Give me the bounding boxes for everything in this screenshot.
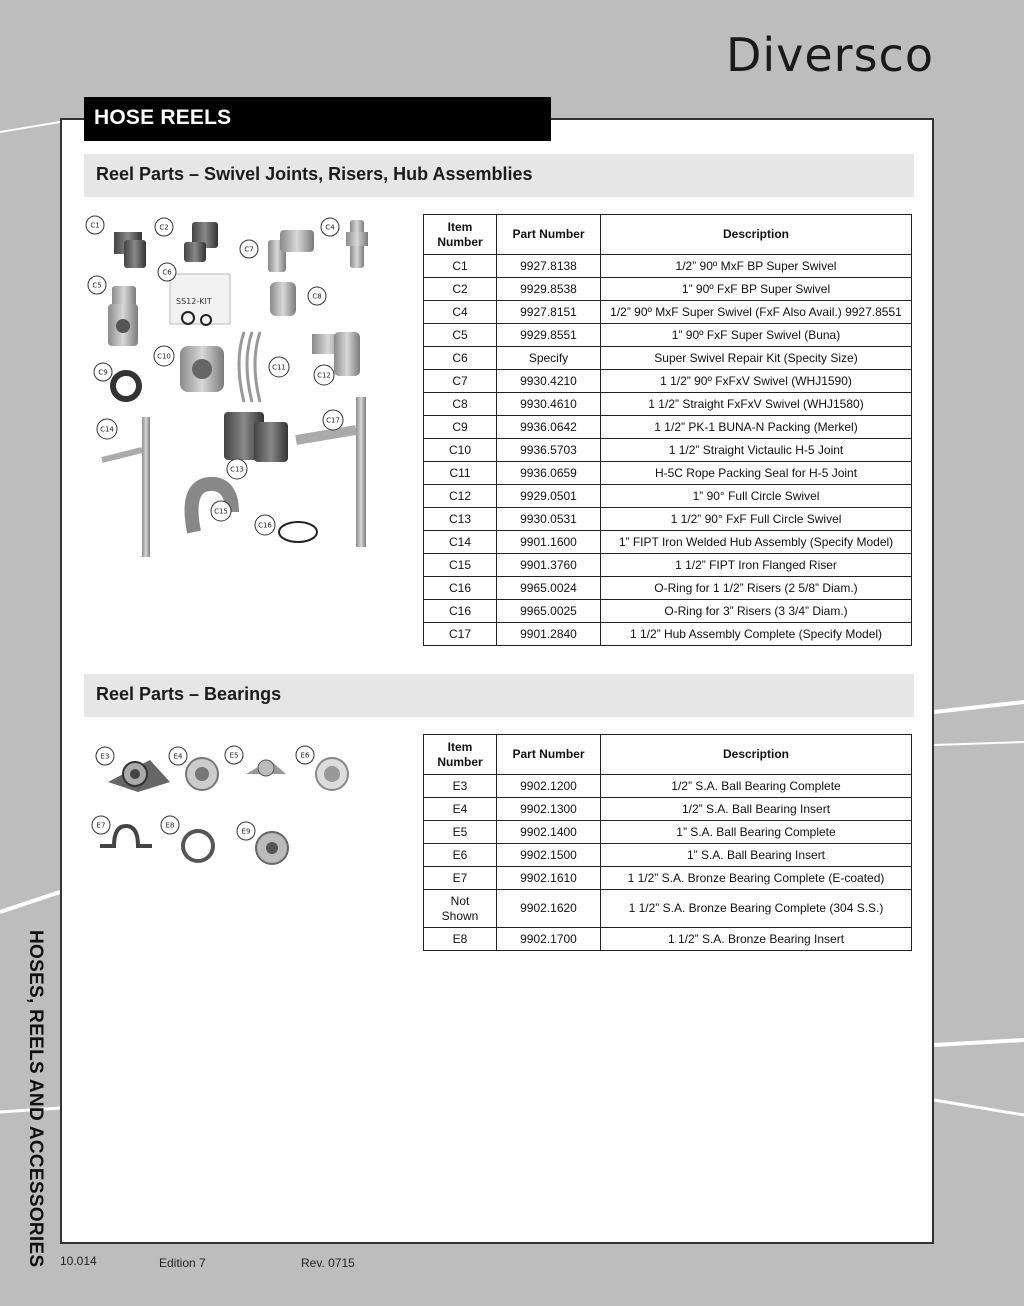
svg-text:C4: C4 (325, 223, 335, 232)
callout-e9 (237, 822, 255, 840)
cell-item-number: C16 (424, 600, 497, 623)
svg-text:E9: E9 (241, 827, 251, 836)
table-row (424, 821, 912, 844)
table-header-row (424, 735, 912, 775)
table-row (424, 439, 912, 462)
callout-c10 (154, 346, 174, 366)
callout-c2 (155, 218, 173, 236)
svg-text:C11: C11 (272, 363, 286, 372)
callout-c6 (158, 263, 176, 281)
callout-e3 (96, 747, 114, 765)
cell-part-number: 9929.8538 (497, 278, 601, 301)
part-c6-repair-kit (170, 274, 230, 325)
bearing-parts-illustration (90, 742, 360, 872)
cell-description: O-Ring for 1 1/2” Risers (2 5/8” Diam.) (601, 577, 912, 600)
svg-text:C13: C13 (230, 465, 244, 474)
table-row (424, 255, 912, 278)
part-c2-swivel (184, 222, 218, 262)
svg-text:C2: C2 (159, 223, 169, 232)
cell-part-number: 9901.2840 (497, 623, 601, 646)
svg-text:E8: E8 (165, 821, 175, 830)
table-row (424, 623, 912, 646)
part-c10-joint (180, 346, 224, 392)
cell-part-number: 9965.0025 (497, 600, 601, 623)
cell-description: 1/2” 90º MxF Super Swivel (FxF Also Avail.) 9927.8551 (601, 301, 912, 324)
cell-description: 1” S.A. Ball Bearing Complete (601, 821, 912, 844)
svg-text:C16: C16 (258, 521, 272, 530)
footer-page-number: 10.014 (60, 1254, 97, 1268)
cell-part-number: 9902.1700 (497, 928, 601, 951)
swivel-parts-illustration (84, 212, 414, 562)
bearings-parts-table (423, 734, 912, 951)
header-part-number: Part Number (497, 215, 601, 255)
cell-item-number: C6 (424, 347, 497, 370)
footer-revision: Rev. 0715 (301, 1256, 355, 1270)
cell-item-number: C10 (424, 439, 497, 462)
cell-part-number: 9901.3760 (497, 554, 601, 577)
cell-item-number: C8 (424, 393, 497, 416)
cell-item-number: E6 (424, 844, 497, 867)
table-row (424, 347, 912, 370)
cell-description: 1” 90º FxF Super Swivel (Buna) (601, 324, 912, 347)
swivel-heading: Reel Parts – Swivel Joints, Risers, Hub Assemblies (84, 154, 914, 197)
cell-description: 1 1/2” S.A. Bronze Bearing Insert (601, 928, 912, 951)
svg-text:C17: C17 (326, 416, 340, 425)
table-row (424, 531, 912, 554)
part-e3-bearing (108, 760, 170, 792)
cell-item-number: C2 (424, 278, 497, 301)
callout-c1 (86, 216, 104, 234)
brand-logo: Diversco (725, 28, 934, 82)
part-c13-swivel (224, 412, 288, 462)
cell-description: 1 1/2” S.A. Bronze Bearing Complete (E-coated) (601, 867, 912, 890)
header-item-number: Item Number (424, 735, 497, 775)
callout-c5 (88, 276, 106, 294)
part-c7-swivel (268, 230, 314, 272)
cell-item-number: C7 (424, 370, 497, 393)
callout-c16 (255, 515, 275, 535)
part-e6-insert (316, 758, 348, 790)
svg-text:E5: E5 (229, 751, 239, 760)
table-row (424, 775, 912, 798)
cell-part-number: 9936.0659 (497, 462, 601, 485)
cell-item-number: C17 (424, 623, 497, 646)
table-row (424, 485, 912, 508)
callout-c4 (321, 218, 339, 236)
svg-text:E6: E6 (300, 751, 310, 760)
cell-description: 1/2” S.A. Ball Bearing Insert (601, 798, 912, 821)
svg-text:E7: E7 (96, 821, 106, 830)
svg-text:C9: C9 (98, 368, 108, 377)
cell-description: 1” 90º FxF BP Super Swivel (601, 278, 912, 301)
cell-part-number: 9902.1300 (497, 798, 601, 821)
cell-part-number: 9902.1200 (497, 775, 601, 798)
part-e4-insert (186, 758, 218, 790)
cell-part-number: Specify (497, 347, 601, 370)
header-item-number: Item Number (424, 215, 497, 255)
table-row (424, 554, 912, 577)
part-e9-bearing (256, 832, 288, 864)
callout-c9 (94, 363, 112, 381)
bearings-heading: Reel Parts – Bearings (84, 674, 914, 717)
cell-part-number: 9929.0501 (497, 485, 601, 508)
cell-part-number: 9901.1600 (497, 531, 601, 554)
cell-description: 1 1/2” FIPT Iron Flanged Riser (601, 554, 912, 577)
cell-description: 1 1/2” Straight Victaulic H-5 Joint (601, 439, 912, 462)
cell-part-number: 9902.1500 (497, 844, 601, 867)
svg-text:E3: E3 (100, 752, 110, 761)
section-tab: HOSE REELS (84, 97, 551, 141)
callout-e8 (161, 816, 179, 834)
svg-text:C8: C8 (312, 292, 322, 301)
cell-part-number: 9930.4610 (497, 393, 601, 416)
cell-part-number: 9936.5703 (497, 439, 601, 462)
part-e8-insert (183, 831, 213, 861)
table-row (424, 600, 912, 623)
table-row (424, 508, 912, 531)
cell-item-number: Not Shown (424, 890, 497, 928)
cell-description: H-5C Rope Packing Seal for H-5 Joint (601, 462, 912, 485)
table-row (424, 462, 912, 485)
callout-c14 (97, 419, 117, 439)
table-row (424, 844, 912, 867)
svg-text:E4: E4 (173, 752, 183, 761)
cell-item-number: C4 (424, 301, 497, 324)
table-row (424, 867, 912, 890)
svg-text:C5: C5 (92, 281, 102, 290)
cell-description: 1 1/2” 90º FxFxV Swivel (WHJ1590) (601, 370, 912, 393)
cell-item-number: C12 (424, 485, 497, 508)
callout-c11 (269, 357, 289, 377)
cell-part-number: 9930.4210 (497, 370, 601, 393)
table-row (424, 278, 912, 301)
cell-description: 1” 90° Full Circle Swivel (601, 485, 912, 508)
cell-part-number: 9927.8151 (497, 301, 601, 324)
cell-item-number: C15 (424, 554, 497, 577)
svg-text:C6: C6 (162, 268, 172, 277)
cell-item-number: C9 (424, 416, 497, 439)
cell-item-number: C13 (424, 508, 497, 531)
callout-e7 (92, 816, 110, 834)
cell-part-number: 9936.0642 (497, 416, 601, 439)
callout-c8 (308, 287, 326, 305)
cell-description: 1 1/2” Hub Assembly Complete (Specify Model) (601, 623, 912, 646)
cell-part-number: 9927.8138 (497, 255, 601, 278)
cell-part-number: 9902.1610 (497, 867, 601, 890)
part-e5-bearing (246, 760, 286, 776)
part-c4-swivel (346, 220, 368, 268)
cell-description: 1/2” S.A. Ball Bearing Complete (601, 775, 912, 798)
cell-item-number: E3 (424, 775, 497, 798)
svg-text:C7: C7 (244, 245, 254, 254)
callout-c15 (211, 501, 231, 521)
cell-part-number: 9930.0531 (497, 508, 601, 531)
part-c9-packing (113, 373, 139, 399)
table-row (424, 324, 912, 347)
part-c16-oring (279, 522, 317, 542)
svg-text:C10: C10 (157, 352, 171, 361)
footer-edition: Edition 7 (159, 1256, 206, 1270)
table-row (424, 798, 912, 821)
callout-e6 (296, 746, 314, 764)
cell-description: 1 1/2” PK-1 BUNA-N Packing (Merkel) (601, 416, 912, 439)
table-row (424, 577, 912, 600)
side-section-label: HOSES, REELS AND ACCESSORIES (25, 930, 46, 1268)
svg-text:C1: C1 (90, 221, 100, 230)
table-row (424, 301, 912, 324)
cell-item-number: E4 (424, 798, 497, 821)
table-row (424, 890, 912, 928)
swivel-parts-table (423, 214, 912, 646)
table-row (424, 370, 912, 393)
part-c8-swivel (270, 282, 296, 316)
part-c5-swivel (108, 286, 138, 346)
cell-description: 1” FIPT Iron Welded Hub Assembly (Specify Model) (601, 531, 912, 554)
table-row (424, 393, 912, 416)
kit-label: SS12-KIT (176, 297, 212, 306)
cell-item-number: E5 (424, 821, 497, 844)
callout-c17 (323, 410, 343, 430)
cell-description: Super Swivel Repair Kit (Specity Size) (601, 347, 912, 370)
cell-part-number: 9929.8551 (497, 324, 601, 347)
callout-c12 (314, 365, 334, 385)
svg-text:C12: C12 (317, 371, 331, 380)
callout-e5 (225, 746, 243, 764)
cell-description: 1” S.A. Ball Bearing Insert (601, 844, 912, 867)
cell-item-number: C14 (424, 531, 497, 554)
cell-item-number: C16 (424, 577, 497, 600)
table-header-row (424, 215, 912, 255)
cell-item-number: C11 (424, 462, 497, 485)
part-c11-rope-seal (239, 332, 260, 402)
table-row (424, 928, 912, 951)
header-description: Description (601, 215, 912, 255)
cell-item-number: C1 (424, 255, 497, 278)
cell-item-number: E7 (424, 867, 497, 890)
cell-part-number: 9902.1620 (497, 890, 601, 928)
svg-text:C14: C14 (100, 425, 114, 434)
svg-text:C15: C15 (214, 507, 228, 516)
cell-part-number: 9902.1400 (497, 821, 601, 844)
cell-item-number: C5 (424, 324, 497, 347)
table-row (424, 416, 912, 439)
callout-c13 (227, 459, 247, 479)
cell-part-number: 9965.0024 (497, 577, 601, 600)
cell-description: 1 1/2” Straight FxFxV Swivel (WHJ1580) (601, 393, 912, 416)
cell-description: 1 1/2” 90° FxF Full Circle Swivel (601, 508, 912, 531)
callout-c7 (240, 240, 258, 258)
cell-item-number: E8 (424, 928, 497, 951)
part-c1-swivel (114, 232, 146, 268)
cell-description: 1/2” 90º MxF BP Super Swivel (601, 255, 912, 278)
cell-description: 1 1/2” S.A. Bronze Bearing Complete (304 S.S.) (601, 890, 912, 928)
header-description: Description (601, 735, 912, 775)
cell-description: O-Ring for 3” Risers (3 3/4” Diam.) (601, 600, 912, 623)
header-part-number: Part Number (497, 735, 601, 775)
callout-e4 (169, 747, 187, 765)
